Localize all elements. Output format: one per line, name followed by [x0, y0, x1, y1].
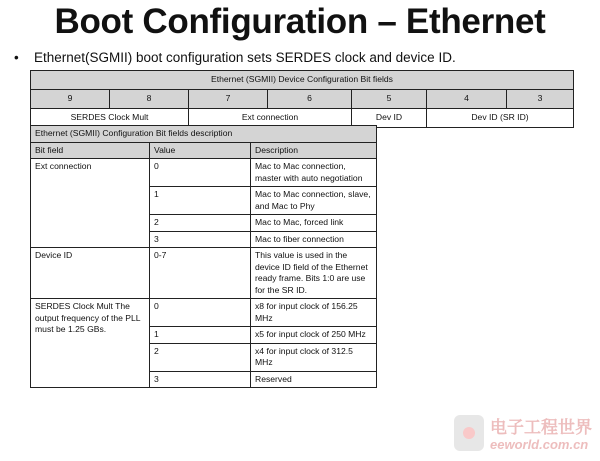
- table-row: [31, 299, 377, 327]
- column-header: Description: [251, 142, 377, 159]
- value-cell: 0-7: [150, 248, 251, 299]
- value-cell: 2: [150, 215, 251, 232]
- column-header: Bit field: [31, 142, 150, 159]
- bitfield-cell: Ext connection: [31, 159, 150, 248]
- value-cell: 3: [150, 231, 251, 248]
- table-row: [31, 248, 377, 299]
- bit-cell: 4: [427, 90, 507, 109]
- bit-cell: 8: [110, 90, 189, 109]
- description-cell: Mac to Mac connection, master with auto negotiation: [251, 159, 377, 187]
- description-cell: Mac to Mac connection, slave, and Mac to Phy: [251, 187, 377, 215]
- value-cell: 0: [150, 159, 251, 187]
- watermark-en: eeworld.com.cn: [490, 437, 589, 452]
- bit-fields-table: [30, 70, 574, 128]
- value-cell: 0: [150, 299, 251, 327]
- value-cell: 1: [150, 327, 251, 344]
- description-cell: x4 for input clock of 312.5 MHz: [251, 343, 377, 371]
- desc-table-header: Ethernet (SGMII) Configuration Bit fields description: [31, 126, 377, 143]
- description-cell: x8 for input clock of 156.25 MHz: [251, 299, 377, 327]
- table-row: [31, 159, 377, 187]
- bit-cell: 9: [31, 90, 110, 109]
- description-cell: Mac to fiber connection: [251, 231, 377, 248]
- description-cell: Reserved: [251, 371, 377, 388]
- bitfield-cell: Device ID: [31, 248, 150, 299]
- value-cell: 3: [150, 371, 251, 388]
- value-cell: 1: [150, 187, 251, 215]
- bitfield-cell: SERDES Clock Mult The output frequency of the PLL must be 1.25 GBs.: [31, 299, 150, 388]
- bit-cell: 6: [268, 90, 352, 109]
- bit-cell: 7: [189, 90, 268, 109]
- bullet-icon: •: [14, 50, 19, 65]
- description-cell: This value is used in the device ID field of the Ethernet ready frame. Bits 1:0 are use for the SR ID.: [251, 248, 377, 299]
- field-cell: SERDES Clock Mult: [31, 109, 189, 128]
- field-cell: Dev ID: [352, 109, 427, 128]
- description-table: [30, 125, 377, 388]
- bullet-label: Ethernet(SGMII) boot configuration sets SERDES clock and device ID.: [34, 50, 456, 65]
- slide-title: Boot Configuration – Ethernet: [54, 2, 546, 41]
- watermark-logo-icon: [454, 415, 484, 451]
- bit-cell: 3: [507, 90, 574, 109]
- field-cell: Ext connection: [189, 109, 352, 128]
- watermark-cn: 电子工程世界: [490, 418, 592, 437]
- column-header: Value: [150, 142, 251, 159]
- description-cell: x5 for input clock of 250 MHz: [251, 327, 377, 344]
- bit-cell: 5: [352, 90, 427, 109]
- watermark: [454, 413, 594, 455]
- bit-table-header: Ethernet (SGMII) Device Configuration Bit fields: [31, 71, 574, 90]
- description-cell: Mac to Mac, forced link: [251, 215, 377, 232]
- field-cell: Dev ID (SR ID): [427, 109, 574, 128]
- bullet-text: [14, 50, 456, 65]
- value-cell: 2: [150, 343, 251, 371]
